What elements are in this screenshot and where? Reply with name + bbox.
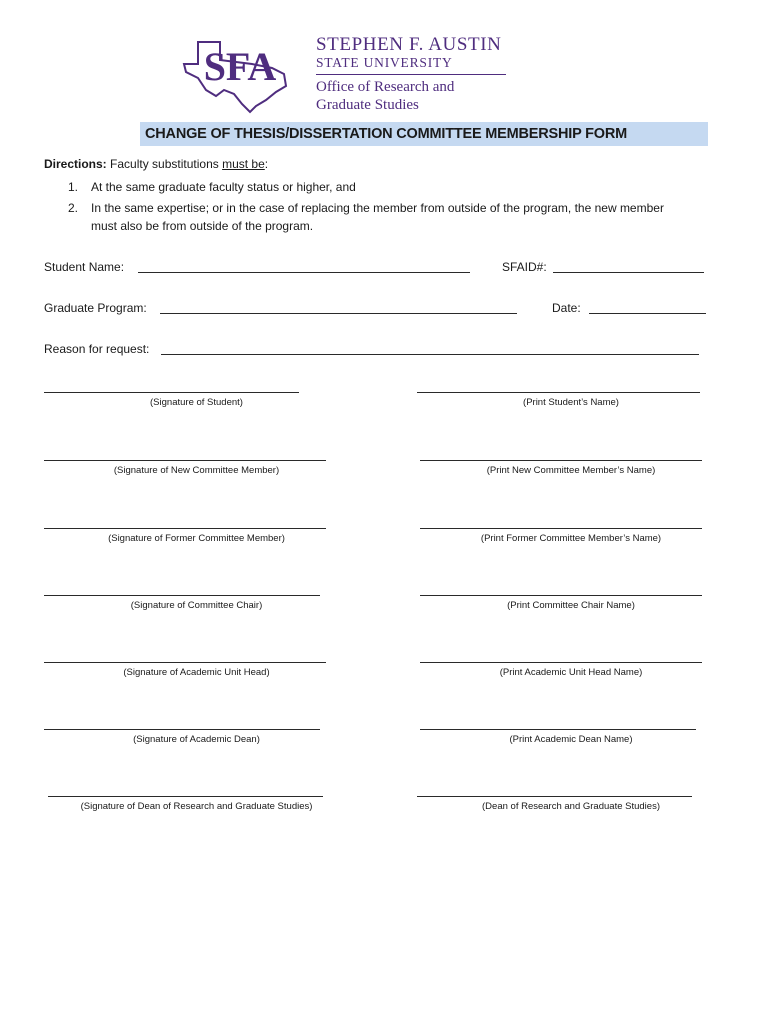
print-line-dean-research[interactable]	[417, 795, 692, 797]
print-line-unit-head[interactable]	[420, 661, 702, 663]
sfaid-line[interactable]	[553, 262, 704, 273]
print-caption-new-member: (Print New Committee Member’s Name)	[486, 465, 656, 476]
print-caption-former-member: (Print Former Committee Member’s Name)	[480, 533, 662, 544]
office-name-line1: Office of Research and	[316, 79, 455, 95]
signature-line-committee-chair[interactable]	[44, 594, 320, 596]
signature-line-former-member[interactable]	[44, 527, 326, 529]
signature-caption-former-member: (Signature of Former Committee Member)	[108, 533, 285, 544]
directions-text-before: Faculty substitutions	[106, 157, 223, 171]
reason-line[interactable]	[161, 344, 699, 355]
directions-item-2-text: In the same expertise; or in the case of replacing the member from outside of the program, the new member	[91, 201, 664, 215]
reason-label: Reason for request:	[44, 342, 150, 356]
print-line-student[interactable]	[417, 391, 700, 393]
directions-item-2-text-cont: must also be from outside of the program.	[91, 219, 314, 233]
signature-caption-academic-dean: (Signature of Academic Dean)	[133, 734, 260, 745]
print-caption-student: (Print Student’s Name)	[523, 397, 619, 408]
directions-text-after: :	[264, 157, 269, 171]
print-line-academic-dean[interactable]	[420, 728, 696, 730]
graduate-program-line[interactable]	[160, 303, 517, 314]
signature-line-student[interactable]	[44, 391, 299, 393]
directions-underlined: must be	[222, 157, 265, 171]
signature-caption-dean-research: (Signature of Dean of Research and Graduate Studies)	[80, 801, 313, 812]
sfaid-label: SFAID#:	[502, 260, 547, 274]
date-line[interactable]	[589, 303, 706, 314]
print-caption-unit-head: (Print Academic Unit Head Name)	[499, 667, 643, 678]
svg-text:SFA: SFA	[203, 44, 277, 89]
sfa-logo	[180, 34, 300, 114]
print-caption-dean-research: (Dean of Research and Graduate Studies)	[482, 801, 660, 812]
sfa-logo-graphic	[180, 34, 300, 114]
form-title: CHANGE OF THESIS/DISSERTATION COMMITTEE MEMBERSHIP FORM	[145, 126, 628, 142]
signature-caption-committee-chair: (Signature of Committee Chair)	[130, 600, 263, 611]
student-name-label: Student Name:	[44, 260, 125, 274]
graduate-program-label: Graduate Program:	[44, 301, 147, 315]
student-name-line[interactable]	[138, 262, 470, 273]
header-divider	[316, 74, 506, 75]
signature-line-dean-research[interactable]	[48, 795, 323, 797]
print-line-new-member[interactable]	[420, 459, 702, 461]
office-name-line2: Graduate Studies	[316, 97, 419, 113]
directions-item-1-number: 1.	[68, 180, 79, 194]
form-title-band	[140, 122, 708, 146]
directions-item-2-number: 2.	[68, 201, 79, 215]
signature-line-new-member[interactable]	[44, 459, 326, 461]
signature-caption-unit-head: (Signature of Academic Unit Head)	[123, 667, 270, 678]
print-caption-academic-dean: (Print Academic Dean Name)	[509, 734, 633, 745]
directions-text	[44, 157, 268, 171]
date-label: Date:	[552, 301, 581, 315]
signature-caption-new-member: (Signature of New Committee Member)	[113, 465, 280, 476]
signature-line-unit-head[interactable]	[44, 661, 326, 663]
directions-item-1-text: At the same graduate faculty status or higher, and	[91, 180, 356, 194]
print-caption-committee-chair: (Print Committee Chair Name)	[507, 600, 635, 611]
university-name-line1: STEPHEN F. AUSTIN	[316, 34, 502, 55]
print-line-committee-chair[interactable]	[420, 594, 702, 596]
directions-label: Directions:	[44, 157, 107, 171]
print-line-former-member[interactable]	[420, 527, 702, 529]
university-name-line2: STATE UNIVERSITY	[316, 55, 453, 70]
signature-line-academic-dean[interactable]	[44, 728, 320, 730]
signature-caption-student: (Signature of Student)	[150, 397, 243, 408]
